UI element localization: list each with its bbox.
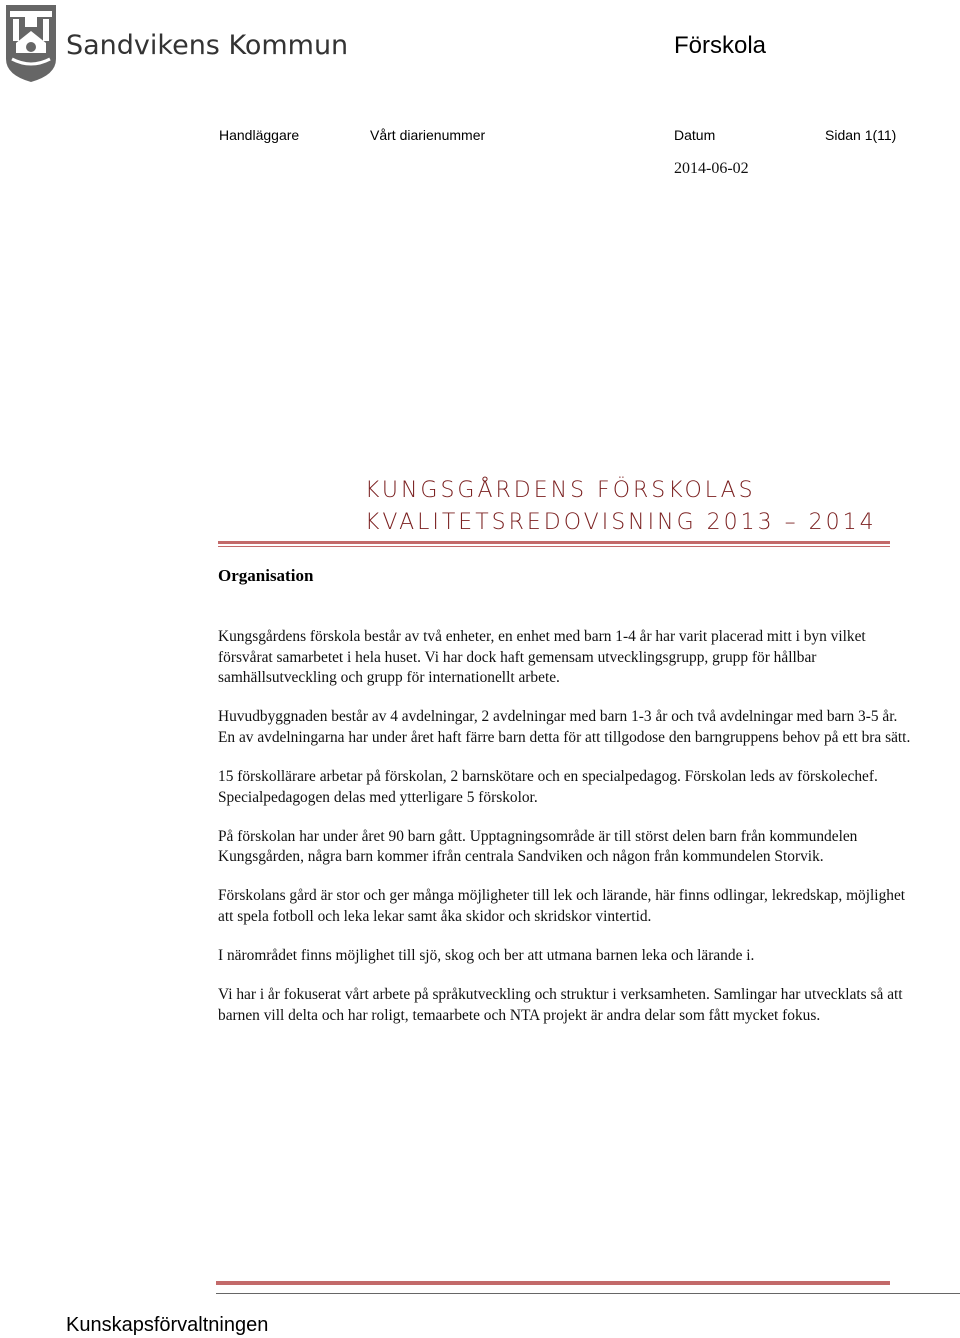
document-type: Förskola [674, 32, 767, 59]
municipality-logo [4, 3, 348, 83]
meta-diarienummer: Vårt diarienummer [370, 127, 486, 143]
footer-department: Kunskapsförvaltningen [66, 1314, 269, 1336]
title-divider [218, 541, 890, 547]
paragraph: Vi har i år fokuserat vårt arbete på språkutveckling och struktur i verksamheten. Samlingar har utvecklats så att barnen vill delta och har roligt, temaarbete och NTA projekt är andra delar som fått mycket fokus. [218, 986, 903, 1024]
document-title [365, 475, 877, 539]
coat-of-arms-icon [4, 3, 58, 83]
paragraph: I närområdet finns möjlighet till sjö, skog och ber att utmana barnen leka och lärande i. [218, 947, 755, 965]
footer-divider-thin [216, 1293, 960, 1294]
org-name: Sandvikens Kommun [66, 29, 349, 61]
paragraph: 15 förskollärare arbetar på förskolan, 2 barnskötare och en specialpedagog. Förskolan leds av förskolechef. Specialpedagogen delas med ytterligare 5 förskolor. [218, 767, 878, 806]
paragraph: På förskolan har under året 90 barn gått. Upptagningsområde är till störst delen barn från kommundelen Kungsgården, några barn kommer ifrån centrala Sandviken och någon från kommundelen Storvik. [218, 827, 858, 866]
paragraph: Kungsgårdens förskola består av två enheter, en enhet med barn 1-4 år har varit placerad mitt i byn vilket försvårat samarbetet i hela huset. Vi har dock haft gemensam utvecklingsgrupp, grupp för hållbar samhällsutveckling och grupp för internationellt arbete. [218, 628, 866, 687]
document-date: 2014-06-02 [674, 160, 749, 177]
footer-divider [216, 1281, 960, 1294]
page-number: Sidan 1(11) [825, 127, 897, 143]
paragraph: Förskolans gård är stor och ger många möjligheter till lek och lärande, här finns odlingar, lekredskap, möjlighet att spela fotboll och leka lekar samt åka skidor och skridskor vintertid. [218, 887, 906, 925]
meta-handlaggare: Handläggare [219, 127, 300, 143]
title-divider-thin [218, 546, 890, 547]
title-line-2: KVALITETSREDOVISNING 2013 – 2014 [365, 510, 877, 535]
paragraph: Huvudbyggnaden består av 4 avdelningar, 2 avdelningar med barn 1-3 år och två avdelningar med barn 3-5 år. En av avdelningarna har under året haft färre barn detta för att tillgodose den barngruppens behov på ett bra sätt. [218, 708, 911, 746]
meta-datum: Datum [674, 127, 716, 143]
section-heading: Organisation [218, 566, 314, 585]
title-line-1: KUNGSGÅRDENS FÖRSKOLAS [365, 478, 756, 503]
title-divider-thick [218, 541, 890, 544]
footer-divider-thick [216, 1281, 890, 1285]
section-body [218, 627, 918, 1045]
